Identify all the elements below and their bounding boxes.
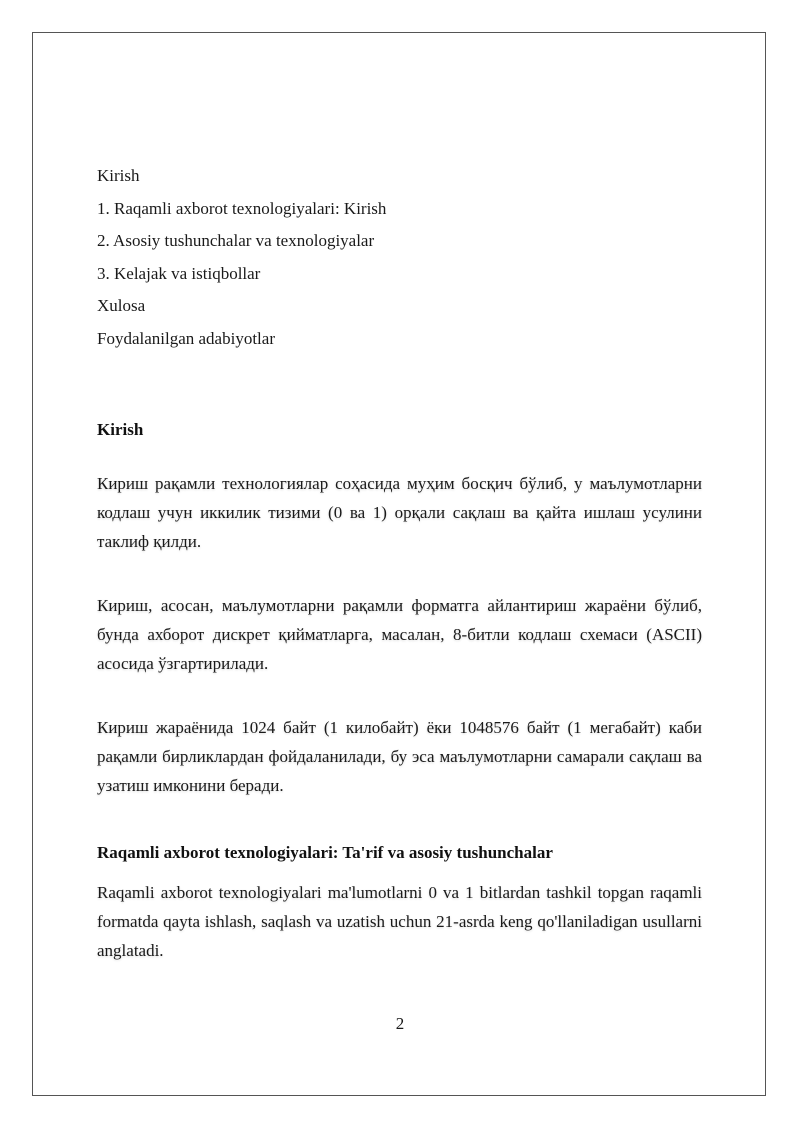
toc-item-intro[interactable]: Kirish [97, 166, 140, 185]
table-of-contents [97, 160, 702, 355]
toc-item-chapter-3[interactable]: 3. Kelajak va istiqbollar [97, 263, 261, 283]
intro-paragraph-2: Кириш, асосан, маълумотларни рақамли форматга айлантириш жараёни бўлиб, бунда ахборот дискрет қийматларга, масалан, 8-битли кодлаш схемаси (ASCII) асосида ўзгартирилади. [97, 596, 702, 673]
intro-paragraph-1: Кириш рақамли технологиялар соҳасида муҳим босқич бўлиб, у маълумотларни кодлаш учун иккилик тизими (0 ва 1) орқали сақлаш ва қайта ишлаш усулини таклиф қилди. [97, 474, 702, 551]
toc-item-references[interactable]: Foydalanilgan adabiyotlar [97, 328, 275, 348]
definitions-paragraph-1: Raqamli axborot texnologiyalari ma'lumotlarni 0 va 1 bitlardan tashkil topgan raqamli formatda qayta ishlash, saqlash va uzatish uchun 21-asrda keng qo'llaniladigan usullarni anglatadi. [97, 883, 702, 960]
page-number: 2 [395, 1014, 405, 1033]
section-heading-definitions: Raqamli axborot texnologiyalari: Ta'rif va asosiy tushunchalar [97, 843, 553, 862]
intro-paragraph-3: Кириш жараёнида 1024 байт (1 килобайт) ёки 1048576 байт (1 мегабайт) каби рақамли бирликлардан фойдаланилади, бу эса маълумотларни самарали сақлаш ва узатиш имконини беради. [97, 718, 702, 795]
section-heading-intro: Kirish [97, 420, 144, 439]
toc-item-chapter-1[interactable]: 1. Raqamli axborot texnologiyalari: Kirish [97, 198, 387, 218]
toc-item-chapter-2[interactable]: 2. Asosiy tushunchalar va texnologiyalar [97, 231, 375, 250]
toc-item-conclusion[interactable]: Xulosa [97, 296, 146, 315]
